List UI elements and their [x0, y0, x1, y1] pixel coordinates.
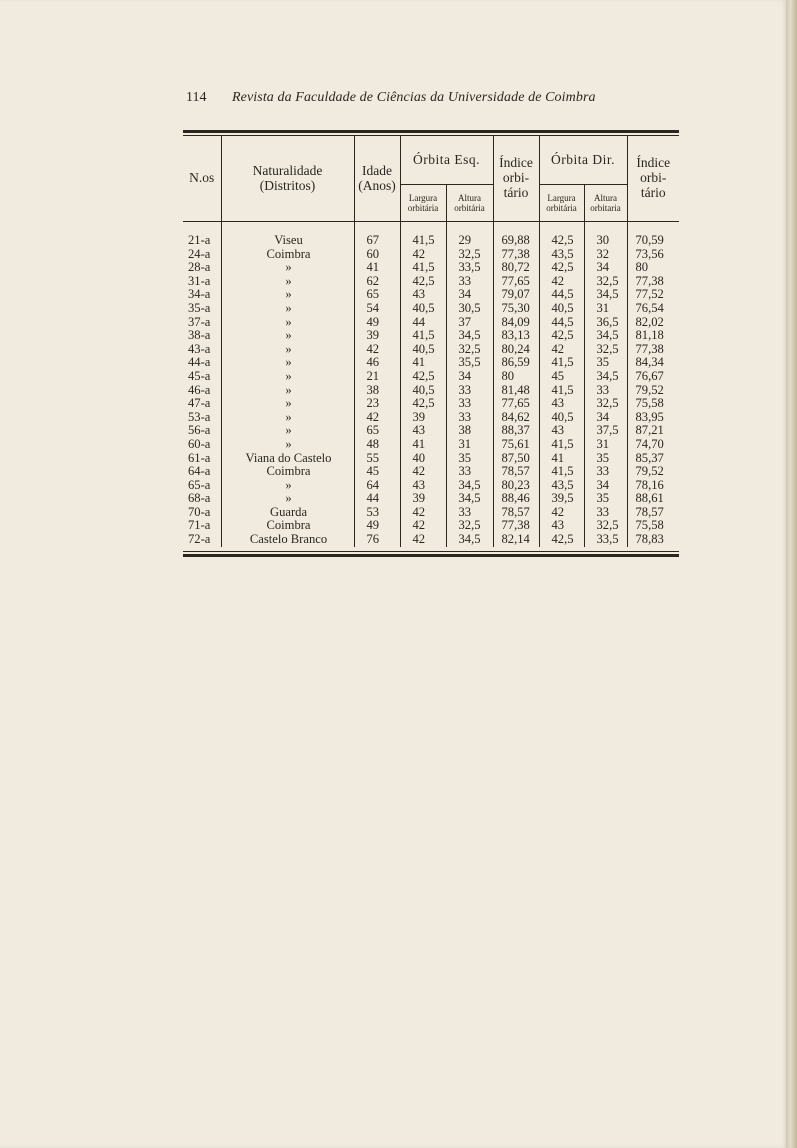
table-row [183, 424, 679, 438]
cell-altura-esq: 34 [446, 370, 493, 384]
cell-number: 68-a [188, 491, 211, 506]
cell-largura-dir: 42,5 [539, 329, 584, 343]
cell-number: 53-a [188, 409, 211, 424]
cell-idade: 49 [354, 519, 400, 533]
cell-altura-dir: 33,5 [584, 533, 627, 547]
cell-idade: 41 [354, 261, 400, 275]
cell-indice-dir: 79,52 [627, 384, 679, 398]
cell-altura-dir: 36,5 [584, 316, 627, 330]
cell-number: 56-a [188, 423, 211, 438]
cell-idade: 64 [354, 479, 400, 493]
cell-indice-dir: 73,56 [627, 248, 679, 262]
table-row [183, 288, 679, 302]
cell-altura-dir: 34 [584, 411, 627, 425]
cell-largura-esq: 41,5 [400, 234, 446, 248]
cell-idade: 46 [354, 356, 400, 370]
table-row [183, 438, 679, 452]
cell-largura-esq: 41 [400, 356, 446, 370]
cell-largura-esq: 41 [400, 438, 446, 452]
cell-indice-esq: 77,38 [493, 519, 539, 533]
cell-naturalidade: » [221, 370, 354, 384]
cell-largura-dir: 43 [539, 424, 584, 438]
cell-largura-esq: 40 [400, 452, 446, 466]
cell-largura-esq: 43 [400, 479, 446, 493]
cell-indice-esq: 69,88 [493, 234, 539, 248]
cell-indice-esq: 83,13 [493, 329, 539, 343]
cell-indice-dir: 83,95 [627, 411, 679, 425]
running-title: Revista da Faculdade de Ciências da Universidade de Coimbra [232, 90, 596, 105]
table-row [183, 519, 679, 533]
cell-number: 44-a [188, 355, 211, 370]
bottom-rule-thin [183, 551, 679, 552]
cell-indice-esq: 80,24 [493, 343, 539, 357]
table-row [183, 465, 679, 479]
cell-largura-dir: 40,5 [539, 411, 584, 425]
cell-altura-dir: 35 [584, 452, 627, 466]
cell-indice-esq: 75,30 [493, 302, 539, 316]
cell-altura-esq: 33 [446, 411, 493, 425]
cell-naturalidade: » [221, 438, 354, 452]
cell-idade: 42 [354, 411, 400, 425]
table-row [183, 248, 679, 262]
cell-altura-esq: 35,5 [446, 356, 493, 370]
table-row [183, 452, 679, 466]
cell-altura-esq: 32,5 [446, 343, 493, 357]
cell-largura-esq: 44 [400, 316, 446, 330]
table-row [183, 479, 679, 493]
cell-largura-esq: 43 [400, 424, 446, 438]
cell-altura-dir: 34,5 [584, 288, 627, 302]
cell-indice-dir: 77,38 [627, 275, 679, 289]
cell-indice-esq: 77,38 [493, 248, 539, 262]
cell-altura-dir: 35 [584, 356, 627, 370]
cell-largura-dir: 44,5 [539, 316, 584, 330]
cell-altura-esq: 37 [446, 316, 493, 330]
cell-indice-esq: 84,09 [493, 316, 539, 330]
cell-idade: 53 [354, 506, 400, 520]
cell-largura-dir: 42,5 [539, 533, 584, 547]
cell-largura-esq: 42 [400, 248, 446, 262]
cell-naturalidade: Coimbra [221, 519, 354, 533]
page-number: 114 [186, 90, 207, 105]
cell-number: 65-a [188, 477, 211, 492]
cell-naturalidade: Guarda [221, 506, 354, 520]
cell-altura-dir: 34,5 [584, 370, 627, 384]
cell-indice-esq: 86,59 [493, 356, 539, 370]
cell-altura-esq: 35 [446, 452, 493, 466]
cell-idade: 62 [354, 275, 400, 289]
header-orbita-esq: Órbita Esq. [400, 136, 493, 185]
cell-largura-esq: 39 [400, 411, 446, 425]
cell-indice-esq: 78,57 [493, 465, 539, 479]
cell-largura-esq: 40,5 [400, 302, 446, 316]
cell-idade: 65 [354, 288, 400, 302]
cell-indice-dir: 84,34 [627, 356, 679, 370]
cell-largura-esq: 42 [400, 533, 446, 547]
cell-indice-esq: 77,65 [493, 275, 539, 289]
cell-naturalidade: » [221, 479, 354, 493]
cell-largura-dir: 43 [539, 519, 584, 533]
cell-indice-dir: 82,02 [627, 316, 679, 330]
cell-naturalidade: » [221, 275, 354, 289]
top-rule-thick [183, 130, 679, 133]
cell-largura-esq: 42 [400, 519, 446, 533]
cell-naturalidade: » [221, 384, 354, 398]
cell-idade: 55 [354, 452, 400, 466]
cell-number: 45-a [188, 368, 211, 383]
header-orbita-dir: Órbita Dir. [539, 136, 627, 185]
cell-naturalidade: » [221, 288, 354, 302]
cell-indice-esq: 88,46 [493, 492, 539, 506]
cell-indice-dir: 70,59 [627, 234, 679, 248]
cell-number: 37-a [188, 314, 211, 329]
cell-number: 46-a [188, 382, 211, 397]
header-altura-esq: Altura orbitária [446, 185, 493, 222]
cell-indice-esq: 78,57 [493, 506, 539, 520]
cell-number: 72-a [188, 532, 211, 547]
cell-altura-esq: 33,5 [446, 261, 493, 275]
cell-largura-dir: 43,5 [539, 248, 584, 262]
cell-largura-dir: 45 [539, 370, 584, 384]
cell-naturalidade: » [221, 343, 354, 357]
cell-idade: 44 [354, 492, 400, 506]
cell-indice-esq: 80,72 [493, 261, 539, 275]
cell-altura-dir: 33 [584, 384, 627, 398]
cell-largura-esq: 42,5 [400, 370, 446, 384]
cell-largura-esq: 41,5 [400, 261, 446, 275]
cell-altura-esq: 30,5 [446, 302, 493, 316]
cell-largura-esq: 42,5 [400, 397, 446, 411]
cell-indice-dir: 74,70 [627, 438, 679, 452]
cell-idade: 42 [354, 343, 400, 357]
cell-naturalidade: » [221, 261, 354, 275]
cell-naturalidade: Viseu [221, 234, 354, 248]
cell-indice-dir: 77,52 [627, 288, 679, 302]
orbital-index-table [183, 136, 679, 547]
cell-indice-dir: 85,37 [627, 452, 679, 466]
table-row [183, 411, 679, 425]
header-largura-dir: Largura orbitária [539, 185, 584, 222]
cell-altura-esq: 34,5 [446, 492, 493, 506]
cell-indice-esq: 81,48 [493, 384, 539, 398]
cell-largura-dir: 42,5 [539, 261, 584, 275]
cell-indice-dir: 75,58 [627, 519, 679, 533]
cell-indice-dir: 88,61 [627, 492, 679, 506]
cell-altura-dir: 32,5 [584, 343, 627, 357]
cell-naturalidade: » [221, 329, 354, 343]
cell-largura-esq: 42 [400, 465, 446, 479]
cell-indice-esq: 82,14 [493, 533, 539, 547]
cell-altura-esq: 33 [446, 465, 493, 479]
cell-largura-esq: 43 [400, 288, 446, 302]
cell-altura-esq: 33 [446, 384, 493, 398]
cell-indice-esq: 80,23 [493, 479, 539, 493]
cell-number: 64-a [188, 464, 211, 479]
cell-naturalidade: Coimbra [221, 248, 354, 262]
header-number: N.os [189, 170, 215, 186]
cell-altura-dir: 34,5 [584, 329, 627, 343]
cell-largura-dir: 42 [539, 506, 584, 520]
cell-largura-dir: 43 [539, 397, 584, 411]
cell-number: 31-a [188, 273, 211, 288]
cell-idade: 23 [354, 397, 400, 411]
cell-naturalidade: » [221, 316, 354, 330]
table-row [183, 329, 679, 343]
page-header [186, 90, 641, 106]
cell-naturalidade: » [221, 424, 354, 438]
cell-indice-dir: 76,54 [627, 302, 679, 316]
cell-number: 34-a [188, 287, 211, 302]
cell-indice-dir: 76,67 [627, 370, 679, 384]
cell-largura-dir: 44,5 [539, 288, 584, 302]
cell-number: 71-a [188, 518, 211, 533]
header-indice-left: Índice orbi- tário [493, 136, 539, 222]
cell-indice-dir: 78,16 [627, 479, 679, 493]
table-row [183, 261, 679, 275]
cell-altura-dir: 34 [584, 261, 627, 275]
cell-naturalidade: Coimbra [221, 465, 354, 479]
cell-altura-esq: 31 [446, 438, 493, 452]
table-row [183, 533, 679, 547]
cell-indice-esq: 79,07 [493, 288, 539, 302]
cell-largura-dir: 41,5 [539, 465, 584, 479]
header-indice-right: Índice orbi- tário [627, 136, 679, 222]
bottom-rule-thick [183, 554, 679, 557]
cell-indice-dir: 87,21 [627, 424, 679, 438]
cell-number: 70-a [188, 504, 211, 519]
cell-largura-dir: 43,5 [539, 479, 584, 493]
cell-altura-esq: 29 [446, 234, 493, 248]
cell-idade: 38 [354, 384, 400, 398]
cell-altura-dir: 32,5 [584, 519, 627, 533]
cell-largura-dir: 41 [539, 452, 584, 466]
cell-number: 24-a [188, 246, 211, 261]
data-table-container [183, 130, 679, 557]
table-row [183, 302, 679, 316]
cell-number: 47-a [188, 396, 211, 411]
cell-indice-dir: 78,83 [627, 533, 679, 547]
table-row [183, 492, 679, 506]
book-page-edge [786, 0, 797, 1148]
cell-altura-dir: 31 [584, 302, 627, 316]
cell-number: 43-a [188, 341, 211, 356]
cell-altura-dir: 37,5 [584, 424, 627, 438]
cell-naturalidade: Viana do Castelo [221, 452, 354, 466]
cell-altura-dir: 30 [584, 234, 627, 248]
cell-altura-esq: 33 [446, 275, 493, 289]
cell-largura-esq: 41,5 [400, 329, 446, 343]
cell-indice-dir: 80 [627, 261, 679, 275]
cell-altura-esq: 34,5 [446, 533, 493, 547]
cell-indice-esq: 80 [493, 370, 539, 384]
cell-largura-esq: 40,5 [400, 343, 446, 357]
cell-altura-dir: 33 [584, 506, 627, 520]
cell-largura-dir: 41,5 [539, 384, 584, 398]
cell-altura-esq: 33 [446, 506, 493, 520]
cell-naturalidade: » [221, 302, 354, 316]
cell-number: 61-a [188, 450, 211, 465]
cell-indice-dir: 81,18 [627, 329, 679, 343]
cell-altura-esq: 34,5 [446, 479, 493, 493]
cell-largura-esq: 42,5 [400, 275, 446, 289]
cell-altura-esq: 34,5 [446, 329, 493, 343]
cell-indice-dir: 75,58 [627, 397, 679, 411]
table-row [183, 370, 679, 384]
cell-altura-esq: 32,5 [446, 248, 493, 262]
cell-largura-esq: 39 [400, 492, 446, 506]
cell-largura-dir: 42,5 [539, 234, 584, 248]
cell-naturalidade: » [221, 397, 354, 411]
table-row [183, 356, 679, 370]
cell-largura-esq: 40,5 [400, 384, 446, 398]
cell-altura-esq: 32,5 [446, 519, 493, 533]
cell-altura-dir: 33 [584, 465, 627, 479]
cell-naturalidade: Castelo Branco [221, 533, 354, 547]
cell-indice-esq: 87,50 [493, 452, 539, 466]
cell-largura-dir: 41,5 [539, 438, 584, 452]
cell-largura-dir: 42 [539, 343, 584, 357]
cell-indice-esq: 88,37 [493, 424, 539, 438]
cell-altura-dir: 31 [584, 438, 627, 452]
table-row [183, 275, 679, 289]
table-body [183, 234, 679, 547]
cell-altura-dir: 32,5 [584, 275, 627, 289]
cell-idade: 65 [354, 424, 400, 438]
table-row [183, 316, 679, 330]
cell-naturalidade: » [221, 492, 354, 506]
table-row [183, 397, 679, 411]
cell-number: 38-a [188, 328, 211, 343]
cell-altura-esq: 34 [446, 288, 493, 302]
cell-largura-dir: 42 [539, 275, 584, 289]
cell-largura-dir: 39,5 [539, 492, 584, 506]
cell-indice-dir: 77,38 [627, 343, 679, 357]
cell-indice-esq: 75,61 [493, 438, 539, 452]
cell-naturalidade: » [221, 411, 354, 425]
cell-largura-dir: 40,5 [539, 302, 584, 316]
header-idade: Idade (Anos) [354, 136, 400, 222]
table-row [183, 343, 679, 357]
cell-idade: 76 [354, 533, 400, 547]
cell-idade: 45 [354, 465, 400, 479]
table-row [183, 506, 679, 520]
header-altura-dir: Altura orbitaria [584, 185, 627, 222]
cell-altura-dir: 34 [584, 479, 627, 493]
cell-idade: 39 [354, 329, 400, 343]
table-row [183, 234, 679, 248]
table-row [183, 384, 679, 398]
cell-number: 28-a [188, 260, 211, 275]
cell-idade: 21 [354, 370, 400, 384]
cell-idade: 67 [354, 234, 400, 248]
cell-idade: 48 [354, 438, 400, 452]
cell-number: 60-a [188, 436, 211, 451]
cell-naturalidade: » [221, 356, 354, 370]
cell-largura-dir: 41,5 [539, 356, 584, 370]
cell-altura-dir: 35 [584, 492, 627, 506]
cell-indice-dir: 79,52 [627, 465, 679, 479]
cell-number: 35-a [188, 300, 211, 315]
cell-altura-esq: 38 [446, 424, 493, 438]
cell-idade: 49 [354, 316, 400, 330]
header-naturalidade: Naturalidade (Distritos) [221, 136, 354, 222]
cell-altura-esq: 33 [446, 397, 493, 411]
cell-indice-dir: 78,57 [627, 506, 679, 520]
bottom-rules [183, 551, 679, 557]
cell-idade: 60 [354, 248, 400, 262]
header-largura-esq: Largura orbitária [400, 185, 446, 222]
cell-largura-esq: 42 [400, 506, 446, 520]
cell-indice-esq: 84,62 [493, 411, 539, 425]
cell-number: 21-a [188, 233, 211, 247]
cell-indice-esq: 77,65 [493, 397, 539, 411]
cell-idade: 54 [354, 302, 400, 316]
cell-altura-dir: 32 [584, 248, 627, 262]
cell-altura-dir: 32,5 [584, 397, 627, 411]
